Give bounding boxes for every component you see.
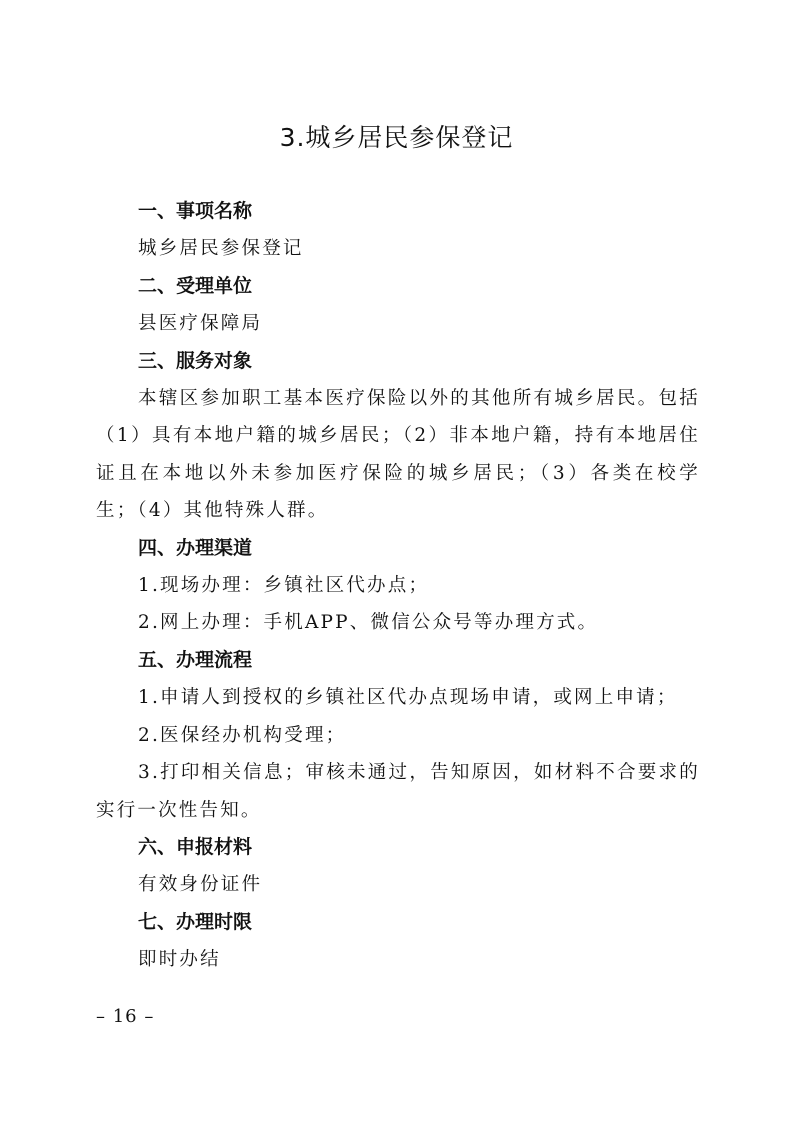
section-heading: 七、办理时限 (138, 910, 253, 933)
section-service-target (96, 343, 700, 530)
section-paragraph: 本辖区参加职工基本医疗保险以外的其他所有城乡居民。包括（1）具有本地户籍的城乡居民；（2）非本地户籍，持有本地居住证且在本地以外未参加医疗保险的城乡居民；（3）各类在校学生；（4）其他特殊人群。 (96, 388, 700, 522)
section-paragraph: 3.打印相关信息；审核未通过，告知原因，如材料不合要求的实行一次性告知。 (96, 762, 700, 821)
section-materials (96, 829, 700, 904)
section-heading: 二、受理单位 (138, 274, 253, 297)
section-item-name (96, 193, 700, 268)
section-paragraph: 1.申请人到授权的乡镇社区代办点现场申请，或网上申请； (138, 687, 678, 709)
section-heading: 四、办理渠道 (138, 536, 253, 559)
document-title: 3.城乡居民参保登记 (279, 123, 514, 152)
section-paragraph: 城乡居民参保登记 (138, 238, 304, 260)
section-channels (96, 530, 700, 642)
section-heading: 一、事项名称 (138, 200, 253, 222)
section-process (96, 642, 700, 829)
section-paragraph: 2.医保经办机构受理； (138, 724, 347, 746)
section-paragraph: 有效身份证件 (138, 874, 263, 896)
section-handling-unit (96, 268, 700, 343)
section-paragraph: 2.网上办理：手机APP、微信公众号等办理方式。 (138, 612, 599, 634)
section-paragraph: 即时办结 (138, 949, 221, 971)
section-paragraph: 1.现场办理：乡镇社区代办点； (138, 575, 430, 597)
section-heading: 三、服务对象 (138, 349, 253, 372)
document-body (96, 193, 700, 979)
section-heading: 六、申报材料 (138, 835, 253, 858)
page-number: – 16 – (96, 1006, 155, 1027)
section-heading: 五、办理流程 (138, 648, 253, 671)
section-time-limit (96, 904, 700, 979)
section-paragraph: 县医疗保障局 (138, 313, 263, 335)
